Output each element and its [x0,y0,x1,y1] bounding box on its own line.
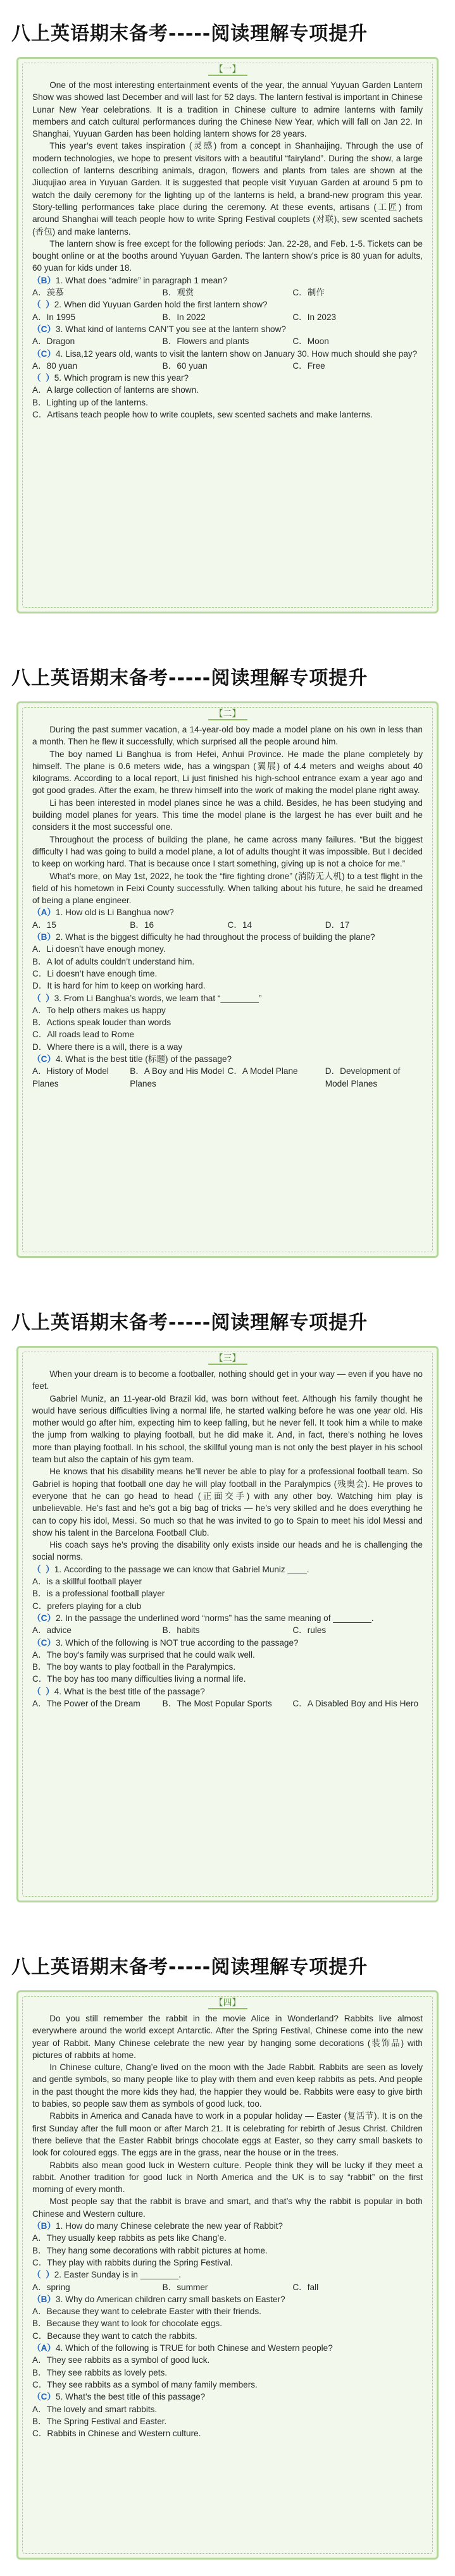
answer-option: A．The boy’s family was surprised that he could walk well. [32,1649,255,1660]
question [32,2269,423,2281]
question [32,348,423,360]
question-text: 5. Which program is new this year? [54,373,189,383]
option-row [32,311,423,323]
answer-mark: （C） [32,1054,56,1064]
question [32,299,423,311]
question [32,1563,423,1575]
question [32,372,423,384]
question [32,931,423,943]
answer-option: A．spring [32,2282,70,2292]
answer-option: A．Because they want to celebrate Easter with their friends. [32,2307,261,2317]
answer-option: A．In 1995 [32,312,76,322]
section-body [32,79,423,421]
question-text: 2. What is the biggest difficulty he had throughout the process of building the plane? [56,932,375,942]
answer-option: C．14 [227,920,252,930]
answer-option: A．The lovely and smart rabbits. [32,2404,158,2414]
answer-option: B．Because they want to look for chocolate eggs. [32,2319,222,2329]
question-text: 4. Which of the following is TRUE for both Chinese and Western people? [56,2343,333,2353]
answer-option: D．It is hard for him to keep on working hard. [32,981,206,991]
answer-option: C．Free [292,361,325,371]
question-text: 4. Lisa,12 years old, wants to visit the lantern show on January 30. How much should she pay? [56,348,418,359]
section-label: 【二】 [208,709,247,720]
answer-option: C．prefers playing for a club [32,1601,142,1611]
passage-paragraph: This year’s event takes inspiration (灵感) from a concept in Shanhaijing. Through the use of modern technologies, we hope to present visitors with a beautiful “fairyland”. During the show, a large collection of lanterns describing animals, dragon, flowers and plants from tales are shown at the Jiuqujiao area in Yuyuan Garden. It is suggested that people visit Yuyuan Garden at around 5 pm to watch the daily ceremony for the lighting up of the lanterns is held, a brand-new program this year. Story-telling performances take place during the ceremony. At these events, artisans (工匠) from around Shanghai will teach people how to write Spring Festival couplets (对联), sew scented sachets (香包) and make lanterns. [32,141,423,237]
answer-option: C．They play with rabbits during the Spring Festival. [32,2257,233,2267]
page-title: 八上英语期末备考-----阅读理解专项提升 [11,1956,368,1978]
answer-option: B．Flowers and plants [162,336,249,347]
answer-option: C．A Disabled Boy and His Hero [292,1699,419,1709]
answer-mark: （C） [32,1637,56,1648]
answer-option: B．Actions speak louder than words [32,1018,171,1028]
answer-option: B．60 yuan [162,361,208,371]
question [32,2220,423,2232]
answer-mark: （ ） [32,2270,54,2280]
section-card [16,1346,439,1902]
answer-option: B．is a professional football player [32,1589,165,1599]
passage-paragraph: Throughout the process of building the plane, he came across many failures. “But the biggest difficulty I had was going to build a model plane, a lot of adults thought it was impossible. But I decided to keep on working hard. That is because once I start something, giving up is not a choice for me.” [32,834,423,869]
answer-option: A．The Power of the Dream [32,1699,140,1709]
question-text: 1. How do many Chinese celebrate the new year of Rabbit? [56,2221,283,2231]
answer-option: D．Where there is a will, there is a way [32,1042,183,1052]
question [32,992,423,1004]
answer-option: C．Rabbits in Chinese and Western culture. [32,2429,201,2439]
answer-option: A．Li doesn’t have enough money. [32,944,166,954]
question-text: 4. What is the best title of the passage? [54,1686,205,1696]
answer-option: C．A Model Plane [227,1066,298,1076]
option-row [32,1624,423,1636]
answer-mark: （C） [32,324,56,334]
question-text: 2. In the passage the underlined word “norms” has the same meaning of ________. [56,1613,374,1623]
passage-paragraph: In Chinese culture, Chang’e lived on the moon with the Jade Rabbit. Rabbits are seen as lovely and gentle symbols, so many people like to play with them and even keep rabbits as pets. And people in the past thought the more kids they had, the happier they would be. Rabbits were easy to give birth to babies, so people saw them as symbols of good luck, too. [32,2062,423,2109]
answer-option: B．summer [162,2282,208,2292]
passage-paragraph: He knows that his disability means he’ll never be able to play for a professional football team. So Gabriel is hoping that football one day he will play football in the Paralympics (残奥会). He proves to everyone that he can go head to head (正面交手) with any other boy. Watching him play is unbelievable. He’s fast and he’s got a big bag of tricks — he’s very skilled and he does everything he can to copy his idol, Messi. So much so that he was invited to go to Spain to meet his idol Messi and show his talent in the Barcelona Football Club. [32,1467,423,1538]
answer-option: C．Because they want to catch the rabbits. [32,2331,197,2341]
question-text: 3. Which of the following is NOT true according to the passage? [56,1637,299,1648]
answer-option: A．羡慕 [32,288,64,298]
question-text: 5. What’s the best title of this passage? [56,2392,206,2402]
question-text: 1. What does “admire” in paragraph 1 mean? [56,275,228,285]
question-text: 4. What is the best title (标题) of the passage? [56,1054,232,1064]
passage-paragraph: Do you still remember the rabbit in the movie Alice in Wonderland? Rabbits live almost everywhere around the world except Antarctic. After the Spring Festival, Chinese come into the new year of Rabbit. Many Chinese celebrate the new year by hanging some decorations (装饰品) with pictures of rabbits at home. [32,2014,423,2060]
passage-paragraph: The boy named Li Banghua is from Hefei, Anhui Province. He made the plane completely by himself. The plane is 0.6 meters wide, has a wingspan (翼展) of 4.4 meters and weighs about 40 kilograms. According to a local report, Li just finished his high-school entrance exam a year ago and got good grades. After the exam, he threw himself into the work of making the model plane right away. [32,749,423,796]
option-row [32,335,423,347]
answer-option: C．Artisans teach people how to write couplets, sew scented sachets and make lanterns. [32,410,373,420]
section-body [32,724,423,1090]
answer-option: B．16 [130,920,154,930]
passage-paragraph: Gabriel Muniz, an 11-year-old Brazil kid, was born without feet. Although his family thought he would have serious difficulties living a normal life, he started walking before he was one year old. His mother would go after him, expecting him to keep falling, but he never fell. It took him a while to make the jump from walking to playing football, but he did make it. And, in fact, there’s nothing he loves more than playing football. In his school, the skillful young man is not only the best player in his school team but also the captain of his gym team. [32,1393,423,1465]
question [32,1685,423,1698]
answer-option: B．The boy wants to play football in the Paralympics. [32,1662,236,1672]
question-text: 3. Why do American children carry small baskets on Easter? [56,2294,285,2304]
answer-option: B．观赏 [162,288,194,298]
answer-option: D．Development of Model Planes [325,1066,401,1088]
answer-mark: （C） [32,1613,56,1623]
answer-option: C．The boy has too many difficulties living a normal life. [32,1674,246,1684]
answer-mark: （B） [32,932,56,942]
answer-mark: （A） [32,908,56,918]
section-card [16,701,439,1258]
answer-option: B．Lighting up of the lanterns. [32,397,148,407]
page-4 [0,1933,455,2566]
section-body [32,1368,423,1710]
passage-paragraph: Li has been interested in model planes since he was a child. Besides, he has been studying and building model planes for years. This time the model plane is the largest he has ever built and he considers it the most successful one. [32,798,423,832]
answer-mark: （ ） [32,1686,54,1696]
answer-option: B．The Most Popular Sports [162,1699,272,1709]
option-row [32,2281,423,2293]
question-text: 3. From Li Banghua’s words, we learn that “________” [54,993,262,1003]
answer-option: A．15 [32,920,56,930]
option-row [32,287,423,299]
answer-mark: （B） [32,275,56,285]
section-label: 【四】 [208,1998,247,2009]
page-2 [0,644,455,1277]
answer-option: B．habits [162,1625,200,1636]
option-row [32,1698,423,1710]
answer-option: A．They see rabbits as a symbol of good luck. [32,2355,210,2365]
question [32,2391,423,2403]
answer-option: A．A large collection of lanterns are shown. [32,385,199,395]
answer-option: C．rules [292,1625,327,1636]
option-row [32,919,423,931]
answer-option: A．To help others makes us happy [32,1005,166,1015]
answer-option: B．A lot of adults couldn’t understand him. [32,956,195,966]
answer-option: C．They see rabbits as a symbol of many family members. [32,2379,258,2389]
section-body [32,2012,423,2439]
passage-paragraph: Rabbits in America and Canada have to work in a popular holiday — Easter (复活节). It is on the first Sunday after the full moon or after March 21. It is celebrating for rebirth of Jesus Christ. Children there believe that the Easter Rabbit brings chocolate eggs at Easter, so they carry small baskets to look for coloured eggs. The eggs are in the grass, near the house or in the trees. [32,2111,423,2158]
answer-option: B．A Boy and His Model Planes [130,1066,225,1088]
section-card [16,1990,439,2560]
question-text: 2. Easter Sunday is in ________. [54,2270,182,2280]
answer-option: B．The Spring Festival and Easter. [32,2416,167,2426]
answer-option: A．History of Model Planes [32,1066,109,1088]
answer-option: A．is a skillful football player [32,1577,142,1587]
question [32,323,423,335]
passage-paragraph: One of the most interesting entertainment events of the year, the annual Yuyuan Garden Lantern Show was showed last December and will last for 52 days. The lantern festival is important in Chinese Lunar New Year celebrations. It is a tradition in Chinese culture to admire lanterns with family members and catch cultural performances during the Chinese New Year, which will fall on Jan 22. In Shanghai, Yuyuan Garden has been holding lantern shows for 28 years. [32,80,423,139]
answer-option: A．They usually keep rabbits as pets like Chang’e. [32,2233,227,2243]
passage-paragraph: Rabbits also mean good luck in Western culture. People think they will be lucky if they meet a rabbit. Another tradition for good luck in North America and the UK is to say “rabbit” on the first morning of every month. [32,2160,423,2195]
answer-option: D．17 [325,920,350,930]
question-text: 1. How old is Li Banghua now? [56,908,174,918]
answer-option: A．80 yuan [32,361,78,371]
page-3 [0,1289,455,1921]
page-title: 八上英语期末备考-----阅读理解专项提升 [11,23,368,45]
answer-mark: （B） [32,2221,56,2231]
passage-paragraph: What’s more, on May 1st, 2022, he took the “fire fighting drone” (消防无人机) to a test flight in the field of his hometown in Feixi County successfully. When talking about his future, he said he dreamed of being a plane engineer. [32,871,423,906]
answer-mark: （A） [32,2343,56,2353]
answer-option: A．Dragon [32,336,75,347]
question [32,1637,423,1649]
passage-paragraph: Most people say that the rabbit is brave and smart, and that’s why the rabbit is popular in both Chinese and Western culture. [32,2197,423,2219]
answer-option: C．Moon [292,336,329,347]
option-row [32,1065,423,1090]
answer-mark: （ ） [32,1564,54,1574]
question [32,1053,423,1065]
page-1 [0,0,455,632]
passage-paragraph: The lantern show is free except for the following periods: Jan. 22-28, and Feb. 1-5. Tickets can be bought online or at the booths around Yuyuan Garden. The lantern show’s price is 80 yuan for adults, 60 yuan for kids under 18. [32,238,423,273]
question [32,1612,423,1624]
answer-option: C．制作 [292,288,325,298]
question [32,274,423,287]
question [32,2342,423,2354]
page-title: 八上英语期末备考-----阅读理解专项提升 [11,1312,368,1334]
section-card [16,57,439,613]
question-text: 2. When did Yuyuan Garden hold the first lantern show? [54,300,268,310]
answer-option: A．advice [32,1625,72,1636]
question [32,2293,423,2305]
section-label: 【一】 [208,65,247,76]
answer-option: B．They hang some decorations with rabbit pictures at home. [32,2245,268,2255]
answer-option: C．Li doesn’t have enough time. [32,968,158,978]
question-text: 1. According to the passage we can know that Gabriel Muniz ____. [54,1564,309,1574]
question [32,906,423,918]
answer-option: C．In 2023 [292,312,337,322]
answer-mark: （B） [32,2294,56,2304]
answer-mark: （C） [32,2392,56,2402]
option-row [32,360,423,372]
answer-option: B．In 2022 [162,312,206,322]
page-title: 八上英语期末备考-----阅读理解专项提升 [11,667,368,689]
passage-paragraph: When your dream is to become a footballer, nothing should get in your way — even if you have no feet. [32,1369,423,1391]
answer-option: C．All roads lead to Rome [32,1030,134,1040]
section-label: 【三】 [208,1353,247,1365]
passage-paragraph: During the past summer vacation, a 14-year-old boy made a model plane on his own in less than a month. Then he flew it successfully, which surprised all the people around him. [32,725,423,747]
answer-option: B．They see rabbits as lovely pets. [32,2367,168,2377]
answer-mark: （ ） [32,993,54,1003]
answer-mark: （ ） [32,373,54,383]
answer-option: C．fall [292,2282,319,2292]
passage-paragraph: His coach says he’s proving the disability only exists inside our heads and he is challenging the social norms. [32,1540,423,1562]
answer-mark: （ ） [32,300,54,310]
answer-mark: （C） [32,348,56,359]
question-text: 3. What kind of lanterns CAN’T you see at the lantern show? [56,324,286,334]
